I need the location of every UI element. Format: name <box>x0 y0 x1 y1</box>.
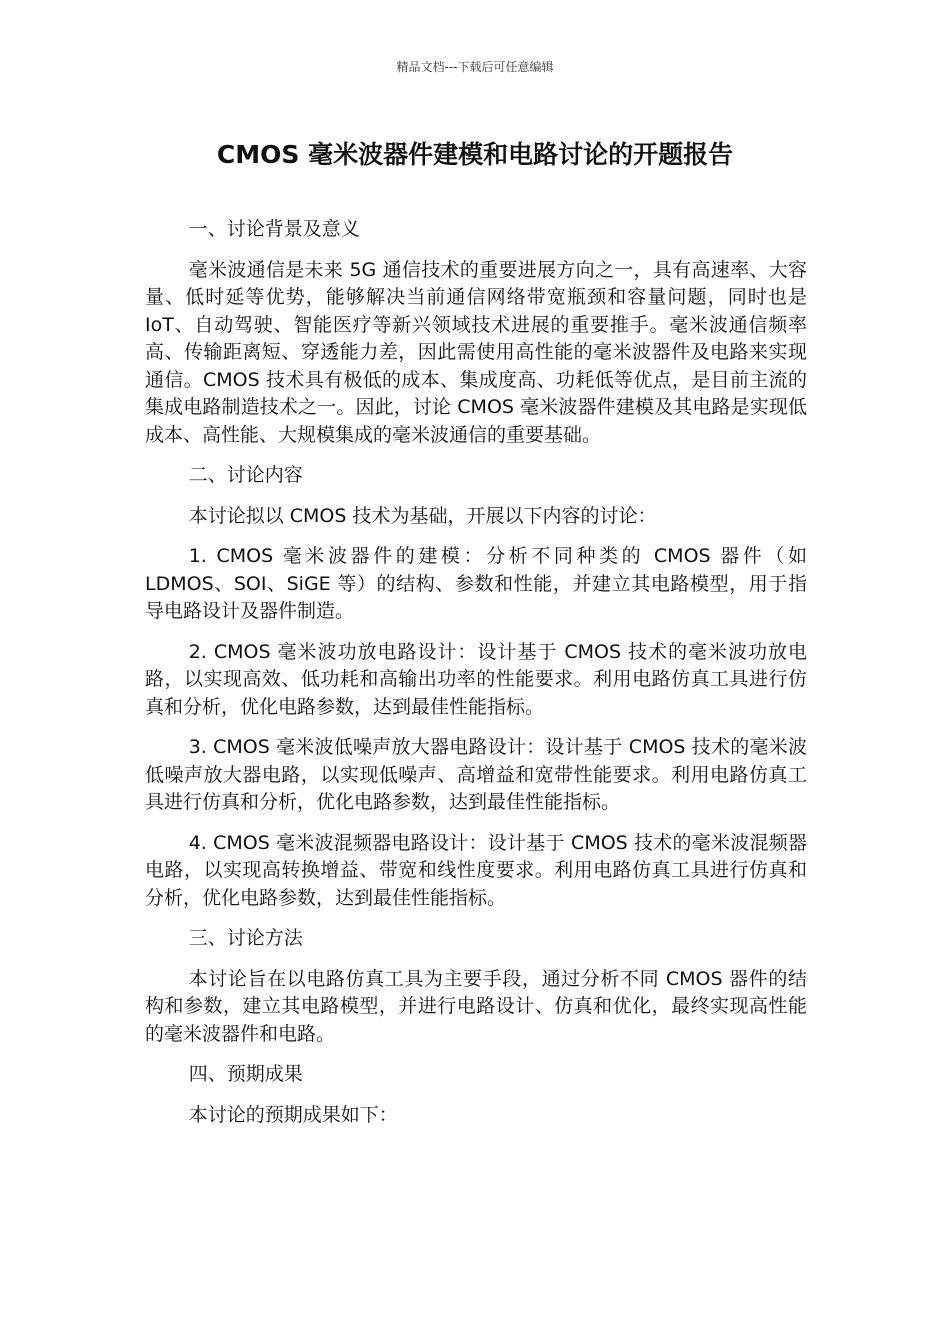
paragraph-content-intro: 本讨论拟以 CMOS 技术为基础，开展以下内容的讨论： <box>188 504 657 527</box>
list-item-mixer: 4. CMOS 毫米波混频器电路设计：设计基于 CMOS 技术的毫米波混频器电路，以实现高转换增益、带宽和线性度要求。利用电路仿真工具进行仿真和分析，优化电路参数，达到最佳性能指标。 <box>145 831 807 909</box>
list-item-power-amplifier: 2. CMOS 毫米波功放电路设计：设计基于 CMOS 技术的毫米波功放电路，以实现高效、低功耗和高输出功率的性能要求。利用电路仿真工具进行仿真和分析，优化电路参数，达到最佳性能指标。 <box>145 640 807 718</box>
section-heading-content: 二、讨论内容 <box>188 464 303 486</box>
list-item-device-modeling: 1. CMOS 毫米波器件的建模：分析不同种类的 CMOS 器件（如 LDMOS、SOI、SiGE 等）的结构、参数和性能，并建立其电路模型，用于指导电路设计及器件制造。 <box>145 545 807 622</box>
page-title: CMOS 毫米波器件建模和电路讨论的开题报告 <box>216 140 734 169</box>
section-heading-expected-results: 四、预期成果 <box>188 1063 303 1085</box>
paragraph-expected-results: 本讨论的预期成果如下： <box>188 1103 398 1126</box>
document-body <box>145 216 807 1142</box>
header-note: 精品文档---下载后可任意编辑 <box>396 60 554 74</box>
paragraph-background: 毫米波通信是未来 5G 通信技术的重要进展方向之一，具有高速率、大容量、低时延等优势，能够解决当前通信网络带宽瓶颈和容量问题，同时也是 IoT、自动驾驶、智能医疗等新兴领域技术进展的重要推手。毫米波通信频率高、传输距离短、穿透能力差，因此需使用高性能的毫米波器件及电路来实现通信。CMOS 技术具有极低的成本、集成度高、功耗低等优点，是目前主流的集成电路制造技术之一。因此，讨论 CMOS 毫米波器件建模及其电路是实现低成本、高性能、大规模集成的毫米波通信的重要基础。 <box>145 258 807 446</box>
section-heading-method: 三、讨论方法 <box>188 927 303 949</box>
paragraph-method: 本讨论旨在以电路仿真工具为主要手段，通过分析不同 CMOS 器件的结构和参数，建立其电路模型，并进行电路设计、仿真和优化，最终实现高性能的毫米波器件和电路。 <box>145 967 807 1045</box>
section-heading-background: 一、讨论背景及意义 <box>188 218 360 240</box>
list-item-lna: 3. CMOS 毫米波低噪声放大器电路设计：设计基于 CMOS 技术的毫米波低噪声放大器电路，以实现低噪声、高增益和宽带性能要求。利用电路仿真工具进行仿真和分析，优化电路参数，达到最佳性能指标。 <box>145 736 807 813</box>
